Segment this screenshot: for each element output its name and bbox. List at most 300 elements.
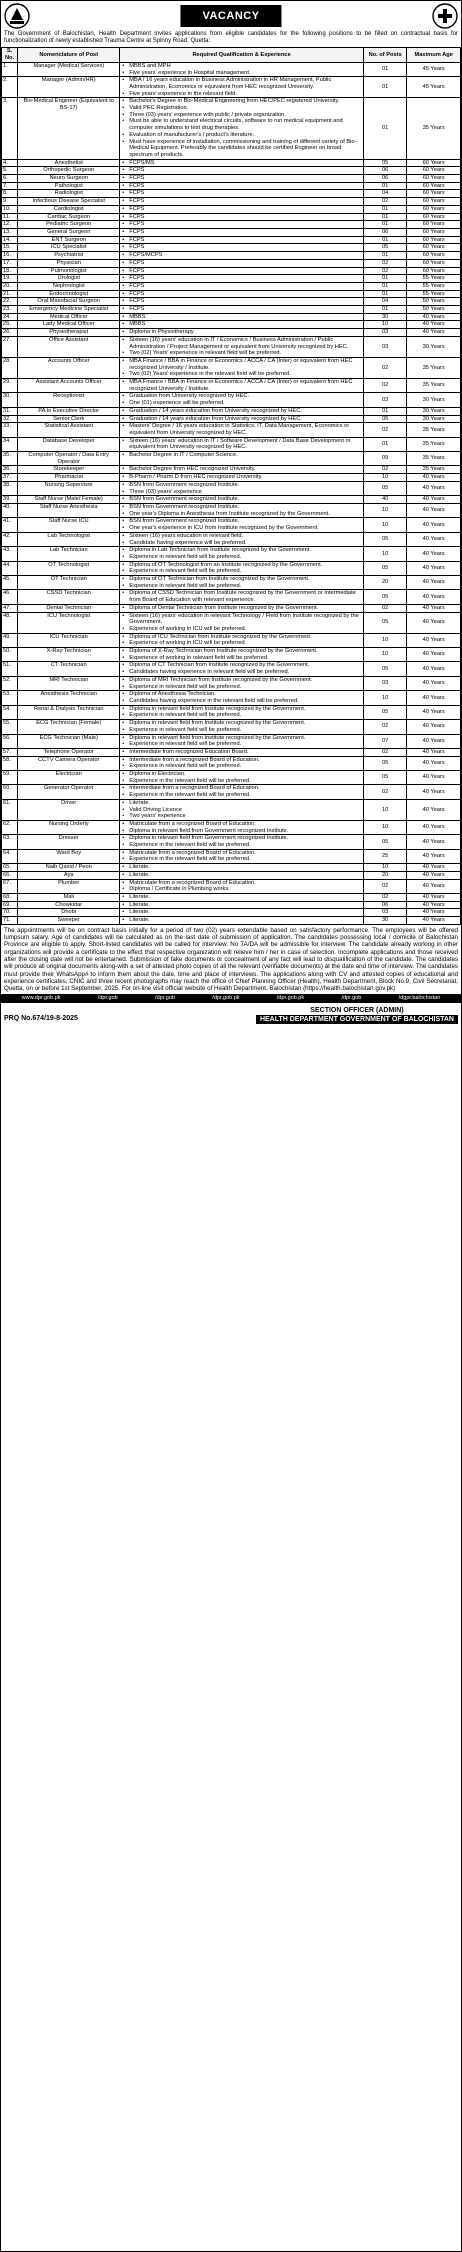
row-sno: 2. xyxy=(2,77,18,98)
table-row xyxy=(2,532,461,546)
table-row xyxy=(2,705,461,719)
qualification-list xyxy=(121,533,362,546)
table-row xyxy=(2,748,461,756)
row-age: 60 Years xyxy=(407,205,461,213)
row-posts: 02 xyxy=(363,379,406,393)
qualification-list xyxy=(121,175,362,182)
row-post: Plumber xyxy=(18,879,120,893)
row-qualification xyxy=(120,720,364,734)
row-post: Anesthesia Technician xyxy=(18,691,120,705)
qualification-item: • Diploma of Anesthesia Technician. xyxy=(129,691,362,698)
row-post: Physician xyxy=(18,259,120,267)
health-department-logo-icon xyxy=(431,2,459,30)
row-age: 60 Years xyxy=(407,221,461,229)
table-row xyxy=(2,159,461,167)
row-qualification xyxy=(120,236,364,244)
row-posts: 10 xyxy=(363,518,406,532)
qualification-list xyxy=(121,423,362,436)
table-row xyxy=(2,298,461,306)
table-row xyxy=(2,604,461,612)
row-post: Oral Maxofacial Surgeon xyxy=(18,298,120,306)
row-age: 40 Years xyxy=(407,879,461,893)
qualification-list xyxy=(121,800,362,820)
row-age: 40 Years xyxy=(407,705,461,719)
qualification-list xyxy=(121,260,362,267)
qualification-list xyxy=(121,452,362,459)
row-age: 60 Years xyxy=(407,244,461,252)
qualification-item: • Diploma in relevant field from Institute recognized by the Government. xyxy=(129,706,362,713)
signature-area xyxy=(1,1003,461,1029)
qualification-list xyxy=(121,206,362,213)
qualification-item: • Three (03) years' experience with public / private organization. xyxy=(129,112,362,119)
row-age: 60 Years xyxy=(407,228,461,236)
row-qualification xyxy=(120,901,364,909)
qualification-item: • FCPS xyxy=(129,221,362,228)
row-post: ECG Technician (Female) xyxy=(18,720,120,734)
row-age: 55 Years xyxy=(407,290,461,298)
qualification-list xyxy=(121,590,362,603)
row-posts: 02 xyxy=(363,879,406,893)
row-posts: 10 xyxy=(363,474,406,482)
row-posts: 02 xyxy=(363,466,406,474)
row-age: 40 Years xyxy=(407,481,461,495)
qualification-item: • Experience in the relevant field will be preferred. xyxy=(129,856,362,863)
row-sno: 24. xyxy=(2,313,18,321)
row-posts: 05 xyxy=(363,415,406,423)
row-qualification xyxy=(120,98,364,159)
row-qualification xyxy=(120,785,364,799)
row-sno: 16. xyxy=(2,252,18,260)
qualification-list xyxy=(121,518,362,531)
row-age: 40 Years xyxy=(407,756,461,770)
row-posts: 10 xyxy=(363,547,406,561)
table-row xyxy=(2,835,461,849)
row-post: Dental Technician xyxy=(18,604,120,612)
qualification-list xyxy=(121,167,362,174)
row-sno: 3. xyxy=(2,98,18,159)
qualification-item: • Diploma in Electrician. xyxy=(129,771,362,778)
row-post: Renal & Dialysis Technician xyxy=(18,705,120,719)
qualification-list xyxy=(121,63,362,76)
row-posts: 05 xyxy=(363,705,406,719)
row-age: 40 Years xyxy=(407,612,461,633)
row-posts: 01 xyxy=(363,407,406,415)
row-posts: 05 xyxy=(363,835,406,849)
qualification-item: • FCPS xyxy=(129,214,362,221)
row-age: 40 Years xyxy=(407,547,461,561)
social-handle: www.dpr.gob.pk xyxy=(21,995,61,1002)
row-qualification xyxy=(120,252,364,260)
qualification-item: • Diploma of MRI Technician from Institute recognized by the Government. xyxy=(129,677,362,684)
qualification-item: • Experience in the relevant field will be preferred. xyxy=(129,792,362,799)
qualification-item: • Experience in relevant field will be preferred. xyxy=(129,741,362,748)
row-sno: 26. xyxy=(2,329,18,337)
row-post: Pediatric Surgeon xyxy=(18,221,120,229)
row-posts: 06 xyxy=(363,228,406,236)
table-row xyxy=(2,561,461,575)
row-qualification xyxy=(120,633,364,647)
row-post: Staff Nurse Anesthesia xyxy=(18,504,120,518)
row-qualification xyxy=(120,705,364,719)
row-post: Radiologist xyxy=(18,190,120,198)
table-row xyxy=(2,167,461,175)
row-sno: 18. xyxy=(2,267,18,275)
row-qualification xyxy=(120,452,364,466)
row-post: Physiotherapist xyxy=(18,329,120,337)
row-sno: 25. xyxy=(2,321,18,329)
qualification-item: • Literate. xyxy=(129,864,362,871)
row-sno: 41. xyxy=(2,518,18,532)
qualification-list xyxy=(121,496,362,503)
row-sno: 62. xyxy=(2,820,18,834)
table-header-row xyxy=(2,48,461,62)
row-age: 60 Years xyxy=(407,167,461,175)
row-posts: 10 xyxy=(363,691,406,705)
row-age: 40 Years xyxy=(407,917,461,925)
table-row xyxy=(2,734,461,748)
qualification-item: • FCPS xyxy=(129,298,362,305)
row-qualification xyxy=(120,835,364,849)
table-row xyxy=(2,893,461,901)
qualification-item: • Literate. xyxy=(129,894,362,901)
row-post: Urologist xyxy=(18,275,120,283)
row-age: 40 Years xyxy=(407,321,461,329)
row-sno: 69. xyxy=(2,901,18,909)
row-post: Endocrinologist xyxy=(18,290,120,298)
row-post: ENT Surgeon xyxy=(18,236,120,244)
row-qualification xyxy=(120,228,364,236)
row-post: Nephrologist xyxy=(18,282,120,290)
row-qualification xyxy=(120,182,364,190)
row-sno: 6. xyxy=(2,175,18,183)
row-posts: 02 xyxy=(363,720,406,734)
qualification-item: • Diploma in relevant field from Government recognized Institute. xyxy=(129,828,362,835)
row-post: Pharmacist xyxy=(18,474,120,482)
row-age: 35 Years xyxy=(407,423,461,437)
qualification-list xyxy=(121,613,362,633)
row-age: 40 Years xyxy=(407,893,461,901)
row-sno: 59. xyxy=(2,771,18,785)
qualification-item: • Candidate having experience will be preferred. xyxy=(129,540,362,547)
row-qualification xyxy=(120,290,364,298)
qualification-list xyxy=(121,706,362,719)
row-post: Manager (Medical Services) xyxy=(18,62,120,76)
qualification-list xyxy=(121,229,362,236)
row-post: Ward Boy xyxy=(18,849,120,863)
row-sno: 38. xyxy=(2,481,18,495)
row-age: 40 Years xyxy=(407,561,461,575)
qualification-item: • Diploma in Lab Technician from Institute recognized by the Government. xyxy=(129,547,362,554)
row-sno: 20. xyxy=(2,282,18,290)
row-post: PA to Executive Director xyxy=(18,407,120,415)
table-row xyxy=(2,648,461,662)
qualification-item: • FCPS xyxy=(129,190,362,197)
row-age: 35 Years xyxy=(407,357,461,378)
row-qualification xyxy=(120,662,364,676)
row-post: Dresser xyxy=(18,835,120,849)
row-post: Storekeeper xyxy=(18,466,120,474)
table-row xyxy=(2,198,461,206)
row-age: 40 Years xyxy=(407,633,461,647)
row-age: 40 Years xyxy=(407,604,461,612)
qualification-list xyxy=(121,880,362,893)
row-qualification xyxy=(120,648,364,662)
row-age: 40 Years xyxy=(407,313,461,321)
table-row xyxy=(2,175,461,183)
row-age: 40 Years xyxy=(407,662,461,676)
row-qualification xyxy=(120,474,364,482)
row-posts: 20 xyxy=(363,576,406,590)
row-sno: 40. xyxy=(2,504,18,518)
table-row xyxy=(2,236,461,244)
row-qualification xyxy=(120,313,364,321)
row-age: 40 Years xyxy=(407,720,461,734)
qualification-item: • Experience in relevant field will be preferred. xyxy=(129,554,362,561)
row-post: Receptionist xyxy=(18,393,120,407)
row-posts: 05 xyxy=(363,532,406,546)
row-sno: 65. xyxy=(2,864,18,872)
row-qualification xyxy=(120,213,364,221)
reference-number: PRQ No.674/19-8-2025 xyxy=(4,1015,78,1023)
qualification-list xyxy=(121,757,362,770)
row-post: Bio-Medical Engineer (Equivalent to BS-17) xyxy=(18,98,120,159)
qualification-item: • Two years' experience xyxy=(129,813,362,820)
row-age: 40 Years xyxy=(407,590,461,604)
row-post: ICU Technologist xyxy=(18,612,120,633)
row-age: 35 Years xyxy=(407,379,461,393)
qualification-item: • Experience in the relevant field will be preferred. xyxy=(129,778,362,785)
social-handle: /dpr.gob xyxy=(341,995,362,1002)
table-row xyxy=(2,267,461,275)
row-sno: 63. xyxy=(2,835,18,849)
row-post: Lady Medical Officer xyxy=(18,321,120,329)
table-row xyxy=(2,205,461,213)
row-age: 40 Years xyxy=(407,329,461,337)
row-posts: 03 xyxy=(363,336,406,357)
row-posts: 04 xyxy=(363,190,406,198)
row-qualification xyxy=(120,691,364,705)
row-qualification xyxy=(120,820,364,834)
qualification-item: • Diploma of CT Technician from Institute recognized by the Government. xyxy=(129,662,362,669)
table-row xyxy=(2,917,461,925)
row-age: 40 Years xyxy=(407,799,461,820)
qualification-item: • Diploma of CSSD Technician from Institute recognized by the Government or Intermediate from Board of Education with relevant experience. xyxy=(129,590,362,603)
row-sno: 48. xyxy=(2,612,18,633)
row-posts: 05 xyxy=(363,612,406,633)
qualification-item: • Diploma of OT Technologist from an Institute recognized by the Government. xyxy=(129,562,362,569)
terms-paragraph: The appointments will be on contract basis initially for a period of two (02) years extendable based on satisfactory performance. The employees will be offered lumpsum salary. Age of candidates will be calculated as on the last date of submission of application. The candidates possessing local / domicile of Balochistan Province are eligible to apply. Short-listed candidates will be called for interview. No TA/DA will be admissible for interview. The candidate already working in other organizations will provide a certificate to the effect that respective organization will relieve him / her in case of selection. Incomplete applications and those received after the closing date will not be entertained. Submission of fake documents or concealment of any fact will lead to disqualification of the candidate. The candidates will produce all original documents along-with a set of attested photo copies of all the relevant (verifiable documents) at the date and time of interview. The candidates must provide their WhatsApp# to inform them about the date, time and place of interviews. The applications along with CV and attested copies of educational and experience certificates, CNIC and three recent photographs may reach the office of Chief Planning Officer (Health), Health Department, Block No.9, Civil Secretariat, Quetta, on or before 1st September, 2025. For on-line visit official website of Health Department, Balochistan (https://health.balochistan.gov.pk) xyxy=(4,926,458,993)
row-qualification xyxy=(120,175,364,183)
row-posts: 10 xyxy=(363,633,406,647)
row-sno: 61. xyxy=(2,799,18,820)
table-row xyxy=(2,576,461,590)
table-row xyxy=(2,98,461,159)
row-posts: 10 xyxy=(363,321,406,329)
row-qualification xyxy=(120,504,364,518)
qualification-list xyxy=(121,291,362,298)
row-sno: 10. xyxy=(2,205,18,213)
row-age: 40 Years xyxy=(407,691,461,705)
row-post: OT Technologist xyxy=(18,561,120,575)
qualification-list xyxy=(121,466,362,473)
qualification-list xyxy=(121,393,362,406)
qualification-item: • MBBS and MPH xyxy=(129,63,362,70)
qualification-item: • Diploma in Physiotherapy xyxy=(129,329,362,336)
table-row xyxy=(2,879,461,893)
row-qualification xyxy=(120,437,364,451)
qualification-item: • Bachelor Degree in IT / Computer Science. xyxy=(129,452,362,459)
table-row xyxy=(2,504,461,518)
qualification-item: • Experience of working in ICU will be preferred. xyxy=(129,640,362,647)
qualification-item: • Sixteen (16) years' education in IT / Economics / Business Administration / Public Administration / Project Management or equivalent from University recognized by HEC. xyxy=(129,337,362,350)
row-sno: 64. xyxy=(2,849,18,863)
social-handle: /dpr.gob xyxy=(155,995,175,1002)
table-row xyxy=(2,190,461,198)
qualification-list xyxy=(121,821,362,834)
row-sno: 23. xyxy=(2,306,18,314)
qualification-item: • Diploma in relevant field from Institute recognized by the Government. xyxy=(129,720,362,727)
row-age: 40 Years xyxy=(407,734,461,748)
row-age: 35 Years xyxy=(407,437,461,451)
row-posts: 02 xyxy=(363,259,406,267)
row-qualification xyxy=(120,329,364,337)
row-age: 35 Years xyxy=(407,466,461,474)
table-row xyxy=(2,785,461,799)
row-posts: 10 xyxy=(363,820,406,834)
row-posts: 10 xyxy=(363,504,406,518)
row-post: ECG Technician (Male) xyxy=(18,734,120,748)
row-posts: 02 xyxy=(363,198,406,206)
qualification-list xyxy=(121,438,362,451)
row-sno: 1. xyxy=(2,62,18,76)
table-row xyxy=(2,62,461,76)
row-age: 40 Years xyxy=(407,864,461,872)
row-sno: 17. xyxy=(2,259,18,267)
row-age: 40 Years xyxy=(407,496,461,504)
row-age: 40 Years xyxy=(407,901,461,909)
row-sno: 71. xyxy=(2,917,18,925)
row-posts: 10 xyxy=(363,648,406,662)
qualification-item: • Valid PEC Registration. xyxy=(129,105,362,112)
qualification-list xyxy=(121,771,362,784)
page-title: VACANCY xyxy=(180,5,281,27)
row-age: 30 Years xyxy=(407,393,461,407)
qualification-list xyxy=(121,275,362,282)
qualification-list xyxy=(121,306,362,313)
table-row xyxy=(2,182,461,190)
qualification-item: • Sixteen (16) years education in relevant field. xyxy=(129,533,362,540)
row-sno: 68. xyxy=(2,893,18,901)
row-post: Neuro Surgeon xyxy=(18,175,120,183)
row-age: 40 Years xyxy=(407,474,461,482)
row-sno: 30. xyxy=(2,393,18,407)
qualification-list xyxy=(121,337,362,357)
row-age: 35 Years xyxy=(407,452,461,466)
row-qualification xyxy=(120,321,364,329)
table-row xyxy=(2,871,461,879)
row-sno: 7. xyxy=(2,182,18,190)
row-posts: 10 xyxy=(363,799,406,820)
qualification-item: • Experience in relevant field will be preferred. xyxy=(129,583,362,590)
table-row xyxy=(2,228,461,236)
row-age: 40 Years xyxy=(407,785,461,799)
table-row xyxy=(2,547,461,561)
qualification-list xyxy=(121,749,362,756)
row-posts: 02 xyxy=(363,785,406,799)
row-post: Chowkidar xyxy=(18,901,120,909)
qualification-list xyxy=(121,268,362,275)
row-post: Cardiologist xyxy=(18,205,120,213)
row-qualification xyxy=(120,481,364,495)
qualification-item: • Must have experience of installation, commissioning and training of different variety of Bio-Medical Equipment. Preferably the candidates should be certified Engineer on broad spectrum of products. xyxy=(129,139,362,159)
qualification-list xyxy=(121,894,362,901)
row-qualification xyxy=(120,547,364,561)
row-posts: 01 xyxy=(363,221,406,229)
qualification-item: • FCPS xyxy=(129,275,362,282)
row-qualification xyxy=(120,190,364,198)
row-posts: 05 xyxy=(363,481,406,495)
row-age: 60 Years xyxy=(407,259,461,267)
row-sno: 5. xyxy=(2,167,18,175)
qualification-item: • MBA Finance / BBA in Finance or Economics / ACCA / CA (Inter) or equivalent from HEC recognized University / Institute. xyxy=(129,358,362,371)
row-age: 55 Years xyxy=(407,275,461,283)
row-posts: 06 xyxy=(363,167,406,175)
qualification-item: • Literate. xyxy=(129,800,362,807)
qualification-item: • Three (03) years' experience xyxy=(129,489,362,496)
qualification-list xyxy=(121,221,362,228)
row-qualification xyxy=(120,909,364,917)
table-row xyxy=(2,357,461,378)
table-row xyxy=(2,909,461,917)
qualification-item: • Matriculate from a recognized Board of Education. xyxy=(129,880,362,887)
row-posts: 06 xyxy=(363,901,406,909)
qualification-list xyxy=(121,379,362,392)
row-post: Lab Technician xyxy=(18,547,120,561)
table-row xyxy=(2,662,461,676)
social-bar xyxy=(1,994,461,1003)
signature-block xyxy=(256,1006,458,1024)
table-row xyxy=(2,423,461,437)
qualification-item: • Masters' Degree / 16 years education in Statistics, IT, Data Management, Economics or equivalent from University recognized by HEC. xyxy=(129,423,362,436)
qualification-item: • Experience in relevant field will be preferred. xyxy=(129,684,362,691)
row-post: Nursing Supervisor xyxy=(18,481,120,495)
qualification-item: • One (01) experience will be preferred. xyxy=(129,400,362,407)
qualification-list xyxy=(121,917,362,924)
row-sno: 42. xyxy=(2,532,18,546)
row-posts: 06 xyxy=(363,175,406,183)
row-qualification xyxy=(120,167,364,175)
table-row xyxy=(2,313,461,321)
table-row xyxy=(2,633,461,647)
qualification-item: • BSN from Government recognized Institute. xyxy=(129,482,362,489)
row-age: 60 Years xyxy=(407,182,461,190)
row-post: Assistant Accounts Officer xyxy=(18,379,120,393)
qualification-list xyxy=(121,283,362,290)
qualification-list xyxy=(121,252,362,259)
qualification-item: • Experience in relevant field will be preferred. xyxy=(129,763,362,770)
qualification-item: • Intermediate from a recognized Board of Education. xyxy=(129,757,362,764)
row-qualification xyxy=(120,275,364,283)
row-post: OT Technician xyxy=(18,576,120,590)
qualification-item: • FCPS xyxy=(129,198,362,205)
row-age: 40 Years xyxy=(407,576,461,590)
row-age: 40 Years xyxy=(407,820,461,834)
qualification-item: • FCPS xyxy=(129,268,362,275)
row-sno: 45. xyxy=(2,576,18,590)
row-sno: 53. xyxy=(2,691,18,705)
row-age: 50 Years xyxy=(407,298,461,306)
row-posts: 04 xyxy=(363,298,406,306)
